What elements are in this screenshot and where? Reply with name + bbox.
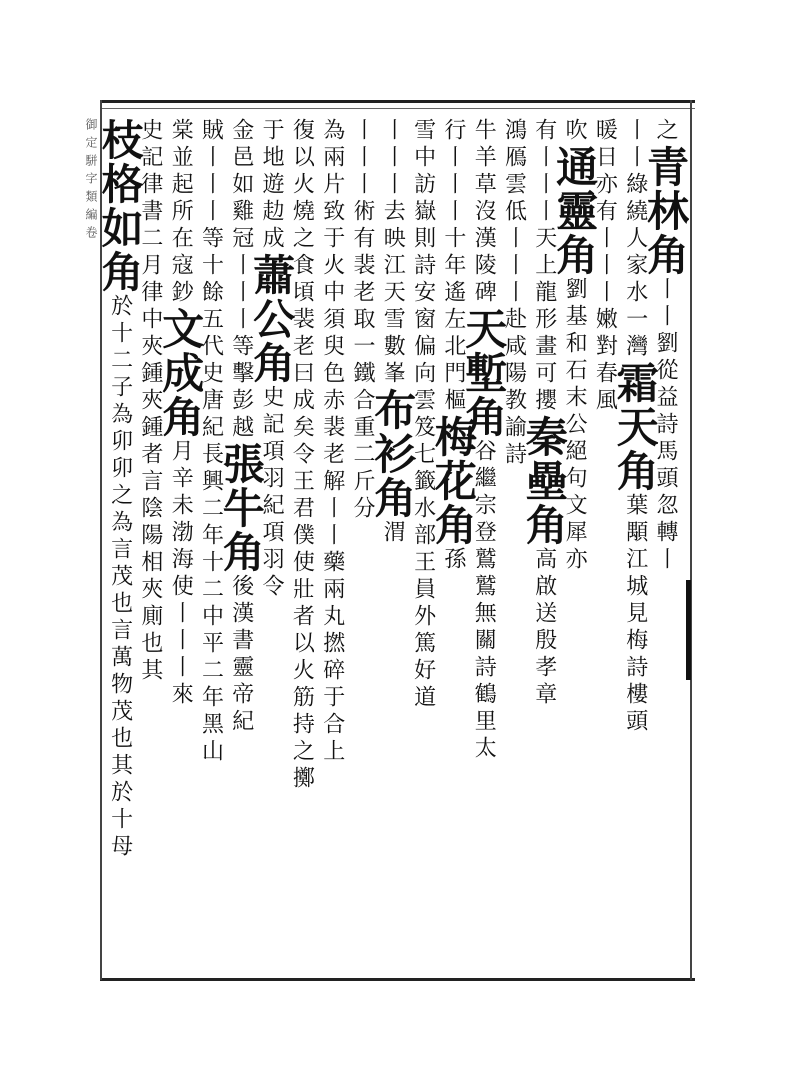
text-column	[95, 118, 145, 968]
entry-text: 于地遊赲成	[259, 118, 285, 253]
entry-text: 高啟送殷孝章	[531, 547, 557, 709]
entry-text: 中平二年黑山	[198, 604, 224, 766]
right-margin-mark	[686, 580, 691, 680]
entry-text: 術有裴老取一鐵合重二斤分	[350, 199, 375, 523]
text-column	[284, 118, 318, 968]
entry-heading: 秦壘角	[519, 415, 569, 547]
bottom-rule	[100, 978, 695, 981]
text-column	[156, 118, 206, 968]
entry-heading: 布衫角	[368, 388, 418, 520]
entry-heading: 通靈角	[550, 145, 600, 277]
text-column	[428, 118, 478, 968]
entry-text: 五代史唐紀長興二年十二	[198, 307, 224, 604]
entry-text: 之	[653, 118, 678, 145]
top-rule	[100, 100, 695, 103]
entry-heading: 枝格如角	[95, 118, 145, 294]
top-rule-thin	[100, 108, 695, 109]
margin-note: 御定駢字類編卷	[84, 118, 98, 244]
entry-text: 月辛未渤海使丨丨丨來	[168, 439, 194, 709]
entry-heading: 張牛角	[216, 442, 266, 574]
entry-text: 丨丨丨	[350, 118, 375, 199]
text-column	[641, 118, 690, 968]
text-column	[497, 118, 531, 968]
entry-text: 鴻鴈雲低丨丨丨	[501, 118, 527, 307]
entry-text: 劉基和石末公絕句文犀亦	[562, 277, 588, 574]
entry-text: 史記律書二月律中夾鍾夾鍾者言陰陽相夾廁也其	[137, 118, 163, 685]
entry-text: 丨丨丨等擊彭越	[228, 253, 254, 442]
right-frame-line	[690, 100, 692, 980]
text-column	[216, 118, 266, 968]
entry-text: 雲笈七籤水部王員外篤好道	[410, 388, 436, 712]
entry-text: 孫	[440, 547, 466, 574]
entry-heading: 霜天角	[610, 361, 660, 493]
text-column	[519, 118, 569, 968]
entry-text: 赴咸陽教諭詩	[501, 307, 527, 469]
entry-text: 於十二子為卯卯之為言茂也言萬物茂也其於十母	[107, 294, 133, 861]
entry-text: 葉顒江城見梅詩樓頭	[622, 493, 648, 736]
entry-heading: 文成角	[156, 307, 206, 439]
text-column	[194, 118, 228, 968]
entry-text: 丨丨綠繞人家水一灣	[622, 118, 648, 361]
entry-text: 為兩片致于火中須臾色赤裴老解丨丨藥兩丸撚碎于合上	[319, 118, 345, 766]
entry-text: 行丨丨丨十年遙左北門樞	[440, 118, 466, 415]
entry-text: 渭	[380, 520, 406, 547]
entry-text: 賊丨丨丨等十餘	[198, 118, 224, 307]
entry-text: 史記項羽紀項羽令	[259, 385, 285, 601]
entry-heading: 青林角	[641, 145, 690, 277]
entry-text: 丨丨劉從益詩馬頭忽轉丨	[653, 277, 678, 574]
entry-heading: 蕭公角	[247, 253, 297, 385]
entry-text: 暖日	[592, 118, 618, 172]
entry-text: 棠並起所在寇鈔	[168, 118, 194, 307]
text-column	[315, 118, 349, 968]
entry-text: 亦有丨丨丨嫩對春風	[592, 172, 618, 415]
text-column	[368, 118, 418, 968]
entry-text: 後漢書靈帝紀	[228, 574, 254, 736]
entry-text: 牛羊草沒漢陵碑	[471, 118, 497, 307]
entry-text: 谷繼宗登鷲鷲無關詩鶴里太	[471, 439, 497, 763]
text-column	[345, 118, 379, 968]
entry-text: 雪中訪嶽則詩安窗偏向	[410, 118, 436, 388]
entry-text: 吹	[562, 118, 588, 145]
text-column	[406, 118, 440, 968]
entry-heading: 梅花角	[428, 415, 478, 547]
entry-text: 復以火燒之食頃裴老曰成矣令王君僕使壯者以火筋持之擲	[289, 118, 315, 793]
entry-text: 丨丨丨去映江天雪數峯	[380, 118, 406, 388]
text-column	[610, 118, 660, 968]
entry-text: 金邑如雞冠	[228, 118, 254, 253]
entry-text: 有丨丨丨天上龍形畫可攖	[531, 118, 557, 415]
entry-heading: 天塹角	[459, 307, 509, 439]
